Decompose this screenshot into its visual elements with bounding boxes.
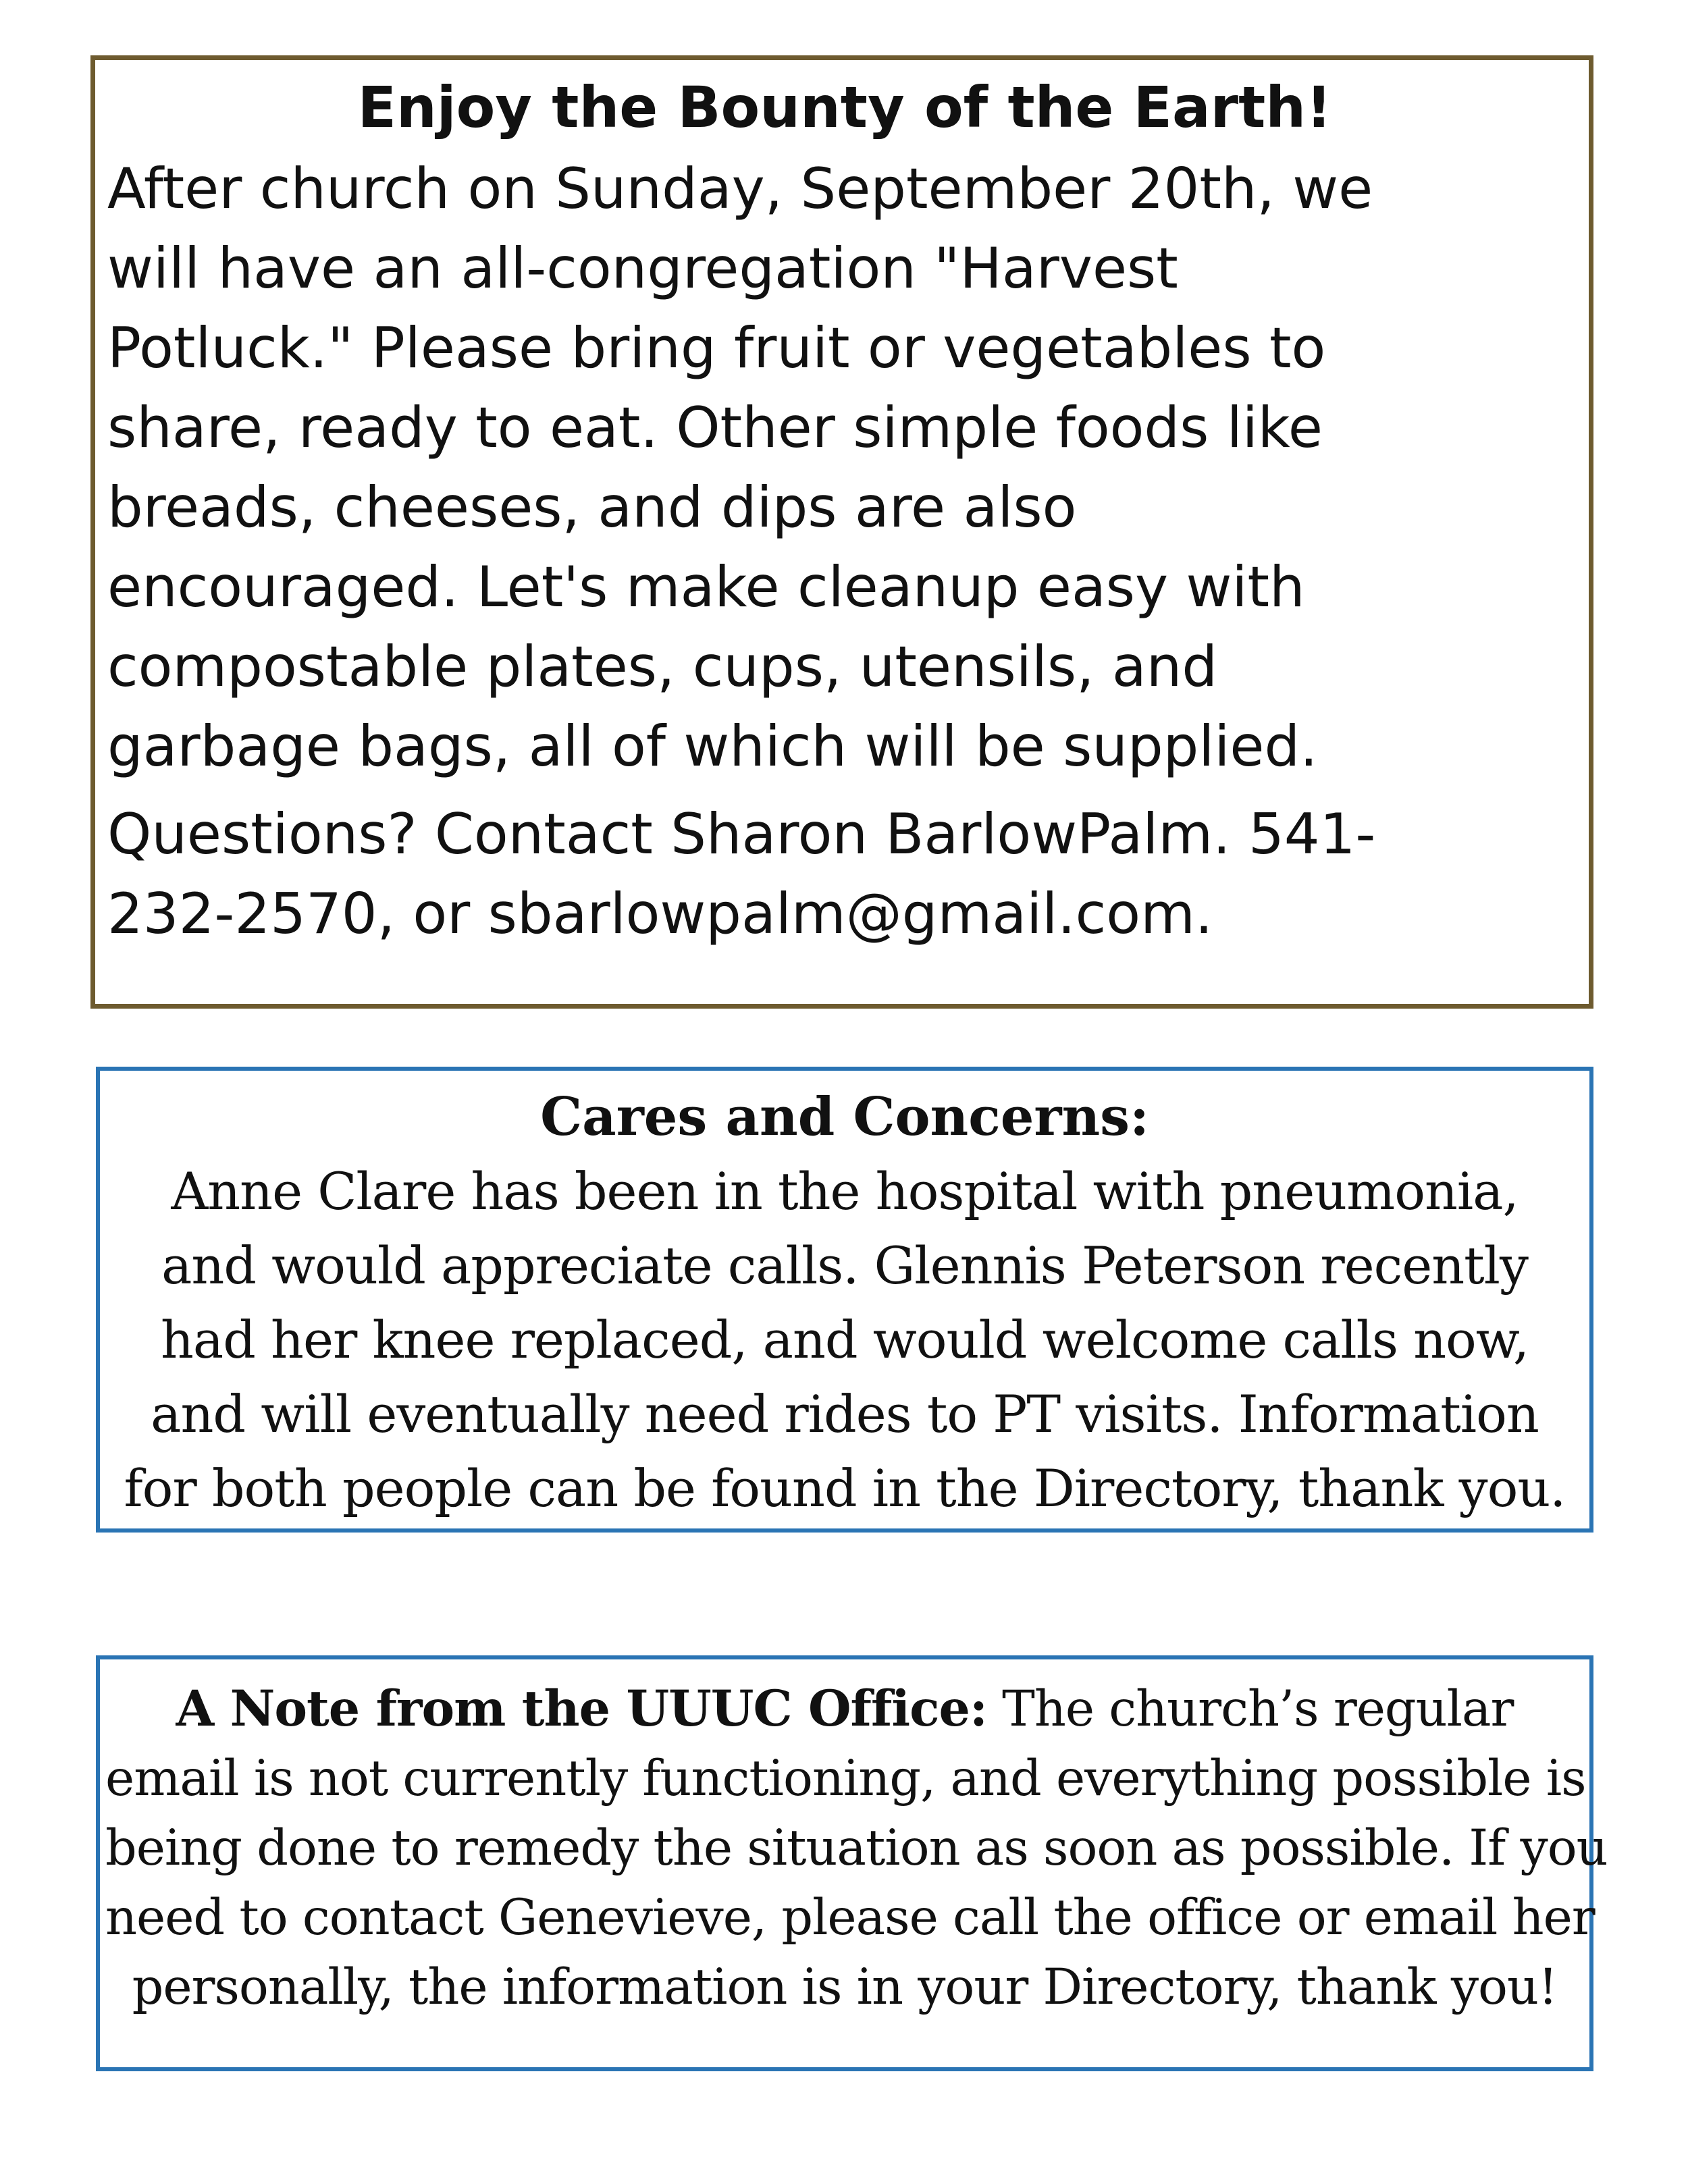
harvest-contact [107, 795, 1582, 954]
office-note-box [96, 1655, 1608, 2071]
harvest-body [107, 149, 1582, 787]
note-line: need to contact Genevieve, please call the office or email her [105, 1889, 1595, 1946]
harvest-body-line: compostable plates, cups, utensils, and [107, 634, 1218, 699]
harvest-contact-line: Questions? Contact Sharon BarlowPalm. 541- [107, 801, 1376, 867]
note-line: being done to remedy the situation as soon as possible. If you [105, 1819, 1608, 1877]
harvest-body-line: Potluck." Please bring fruit or vegetables to [107, 315, 1326, 381]
harvest-body-line: After church on Sunday, September 20th, we [107, 156, 1373, 221]
harvest-contact-line: 232-2570, or sbarlowpalm@gmail.com. [107, 881, 1213, 947]
cares-title: Cares and Concerns: [540, 1086, 1149, 1148]
cares-line: Anne Clare has been in the hospital with pneumonia, [171, 1161, 1519, 1221]
cares-line: had her knee replaced, and would welcome calls now, [160, 1310, 1529, 1370]
cares-line: and would appreciate calls. Glennis Peterson recently [161, 1235, 1528, 1296]
note-first-line [105, 1674, 1584, 1744]
cares-and-concerns-box [96, 1067, 1593, 1533]
harvest-body-line: will have an all-congregation "Harvest [107, 236, 1178, 301]
note-line: personally, the information is in your Directory, thank you! [132, 1959, 1558, 2016]
note-first-line-text: The church’s regular [986, 1680, 1514, 1738]
harvest-potluck-box [90, 55, 1593, 1009]
cares-line: and will eventually need rides to PT visits. Information [151, 1384, 1539, 1444]
note-line: email is not currently functioning, and everything possible is [105, 1750, 1586, 1807]
cares-line: for both people can be found in the Directory, thank you. [124, 1458, 1566, 1518]
harvest-body-line: breads, cheeses, and dips are also [107, 475, 1077, 540]
harvest-body-line: share, ready to eat. Other simple foods like [107, 395, 1323, 460]
note-heading: A Note from the UUUC Office: [176, 1680, 987, 1738]
harvest-body-line: encouraged. Let's make cleanup easy with [107, 554, 1305, 620]
harvest-title: Enjoy the Bounty of the Earth! [357, 74, 1332, 140]
harvest-body-line: garbage bags, all of which will be supplied. [107, 714, 1318, 779]
